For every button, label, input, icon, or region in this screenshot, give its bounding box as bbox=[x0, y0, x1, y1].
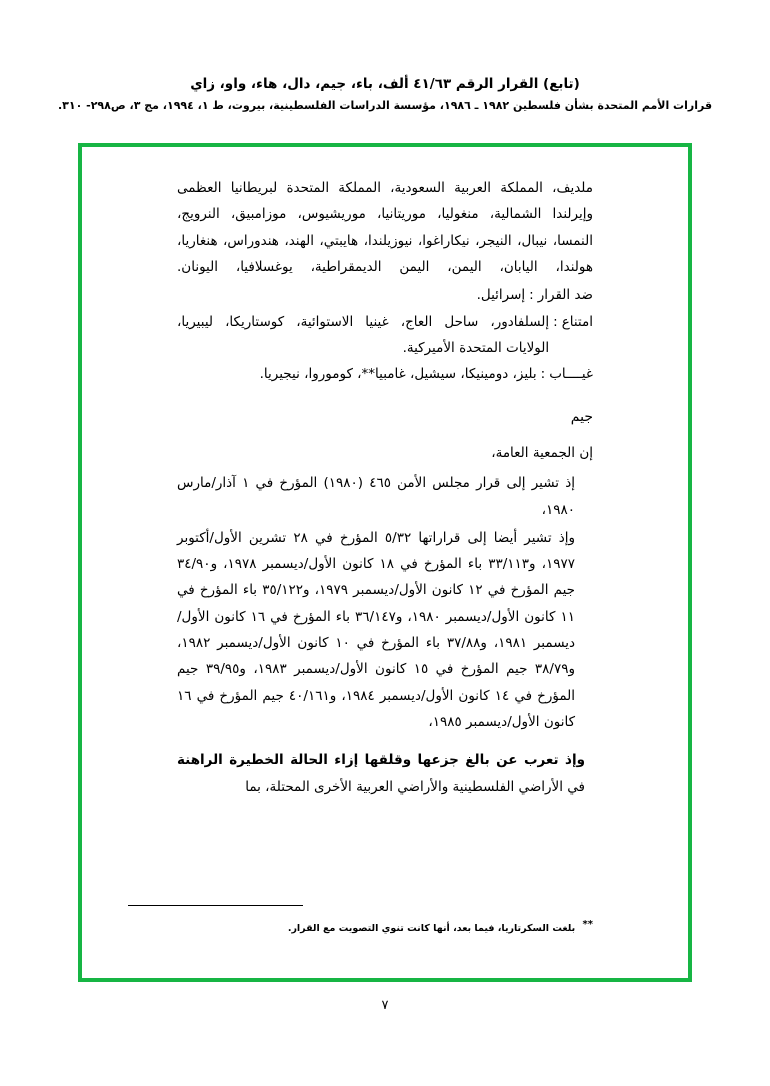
country-list-paragraph: ملديف، المملكة العربية السعودية، المملكة المتحدة لبريطانيا العظمى وإيرلندا الشمالية، منغوليا، موريتانيا، موريشيوس، موزامبيق، النرويج، النمسا، نيبال، النيجر، نيكاراغوا، نيوزيلندا، هايبتي، الهند، هندوراس، هنغاريا، هولندا، اليابان، اليمن، اليمن الديمقراطية، يوغسلافيا، اليونان. bbox=[177, 180, 593, 275]
preamble-paragraph-3 bbox=[177, 747, 593, 800]
vote-row bbox=[177, 282, 593, 308]
content-frame bbox=[78, 143, 692, 982]
document-body bbox=[177, 175, 593, 802]
vote-value: إسرائيل. bbox=[476, 287, 526, 304]
opening-line: إن الجمعية العامة، bbox=[491, 444, 593, 461]
vote-separator: : bbox=[540, 366, 546, 383]
page-number: ٧ bbox=[381, 998, 389, 1013]
footnote-divider bbox=[128, 905, 303, 906]
header-title: (تابع) القرار الرقم ٤١/٦٣ ألف، باء، جيم، دال، هاء، واو، زاي bbox=[190, 76, 580, 92]
vote-value: إلسلفادور، ساحل العاج، غينيا الاستوائية، كوستاريكا، ليبيريا، الولايات المتحدة الأميركية. bbox=[177, 313, 550, 356]
preamble-paragraph-2: وإذ تشير أيضا إلى قراراتها ٥/٣٢ المؤرخ في ٢٨ تشرين الأول/أكتوبر ١٩٧٧، و٣٣/١١٣ باء المؤرخ في ١٨ كانون الأول/ديسمبر ١٩٧٨، و٣٤/٩٠ جيم المؤرخ في ١٢ كانون الأول/ديسمبر ١٩٧٩، و٣٥/١٢٢ باء المؤرخ في ١١ كانون الأول/ديسمبر ١٩٨٠، و٣٦/١٤٧ باء المؤرخ في ١٦ كانون الأول/ديسمبر ١٩٨١، و٣٧/٨٨ باء المؤرخ في ١٠ كانون الأول/ديسمبر ١٩٨٢، و٣٨/٧٩ جيم المؤرخ في ١٥ كانون الأول/ديسمبر ١٩٨٣، و٣٩/٩٥ جيم المؤرخ في ١٤ كانون الأول/ديسمبر ١٩٨٤، و٤٠/١٦١ جيم المؤرخ في ١٦ كانون الأول/ديسمبر ١٩٨٥، bbox=[177, 529, 576, 731]
preamble-paragraph-1: إذ تشير إلى قرار مجلس الأمن ٤٦٥ (١٩٨٠) المؤرخ في ١ آذار/مارس ١٩٨٠، bbox=[177, 475, 575, 518]
vote-row bbox=[177, 361, 593, 387]
vote-separator: : bbox=[529, 287, 534, 304]
vote-separator: : bbox=[553, 313, 558, 330]
preamble-paragraph-3-rest: في الأراضي الفلسطينية والأراضي العربية الأخرى المحتلة، بما bbox=[245, 778, 585, 795]
section-letter: جيم bbox=[570, 408, 593, 425]
vote-label: ضد القرار bbox=[537, 287, 593, 304]
vote-label: امتناع bbox=[561, 313, 593, 330]
vote-label: غيــــاب bbox=[549, 366, 593, 383]
preamble-paragraph-3-bold: وإذ تعرب عن بالغ جزعها وقلقها إزاء الحالة الخطيرة الراهنة bbox=[177, 752, 585, 769]
page-header bbox=[0, 74, 770, 116]
header-source-line: قرارات الأمم المتحدة بشأن فلسطين ١٩٨٢ ـ ١٩٨٦، مؤسسة الدراسات الفلسطينية، بيروت، ط ١، ١٩٩٤، مج ٣، ص٢٩٨- ٣١٠. bbox=[57, 99, 713, 113]
vote-row bbox=[177, 309, 593, 362]
footnote-text: بلغت السكرتاريا، فيما بعد، أنها كانت تنوي التصويت مع القرار. bbox=[287, 922, 576, 934]
footnote bbox=[112, 917, 593, 936]
footnote-marker: ** bbox=[582, 918, 593, 930]
vote-value: بليز، دومينيكا، سيشيل، غامبيا**، كوموروا، نيجيريا. bbox=[259, 366, 537, 383]
